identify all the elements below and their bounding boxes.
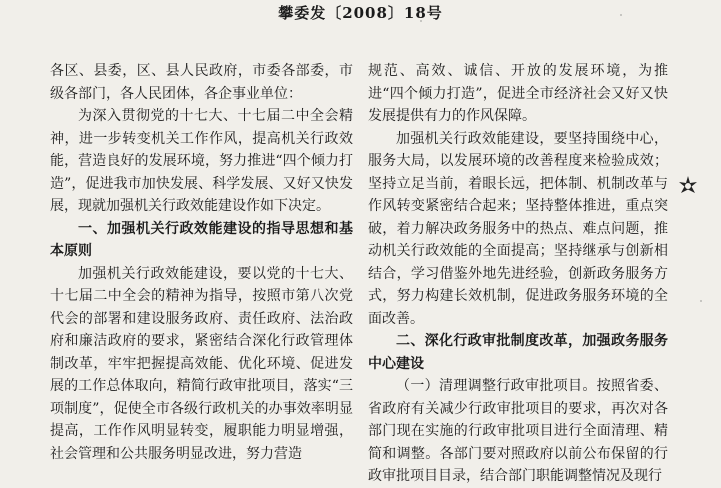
principles-paragraph: 加强机关行政效能建设，要坚持围绕中心，服务大局，以发展环境的改善程度来检验成效；坚持立足当前，着眼长远，把体制、机制改革与作风转变紧密结合起来；坚持整体推进，重点突破，着力解决政务服务中的热点、难点问题，推动机关行政效能的全面提高；坚持继承与创新相结合，学习借鉴外地先进经验，创新政务服务方式，努力构建长效机制，促进政务服务环境的全面改善。 <box>368 130 668 327</box>
scan-speck <box>420 20 422 22</box>
intro-paragraph: 为深入贯彻党的十七大、十七届二中全会精神，进一步转变机关工作作风，提高机关行政效能，营造良好的发展环境，努力推进“四个倾力打造”，促进我市加快发展、科学发展、又好又快发展，现就加强机关行政效能建设作如下决定。 <box>50 108 353 214</box>
left-column <box>50 60 353 465</box>
scan-speck <box>620 14 622 16</box>
scan-speck <box>700 300 702 302</box>
ornament-star-icon <box>676 174 700 198</box>
continuation-paragraph: 规范、高效、诚信、开放的发展环境，为推进“四个倾力打造”，促进全市经济社会又好又快发展提供有力的作风保障。 <box>368 63 668 124</box>
document-number: 攀委发〔2008〕18号 <box>278 4 443 22</box>
addressee-paragraph: 各区、县委，区、县人民政府，市委各部委，市级各部门，各人民团体，各企事业单位： <box>50 63 353 102</box>
section-1-body: 加强机关行政效能建设，要以党的十七大、十七届二中全会的精神为指导，按照市第八次党代会的部署和建设服务政府、责任政府、法治政府和廉洁政府的要求，紧密结合深化行政管理体制改革，牢牢把握提高效能、优化环境、促进发展的工作总体取向，精简行政审批项目，落实“三项制度”，促使全市各级行政机关的办事效率明显提高，工作作风明显转变，履职能力明显增强，社会管理和公共服务明显改进，努力营造 <box>50 265 353 462</box>
section-2-body: （一）清理调整行政审批项目。按照省委、省政府有关减少行政审批项目的要求，再次对各部门现在实施的行政审批项目进行全面清理、精简和调整。各部门要对照政府以前公布保留的行政审批项目目录，结合部门职能调整情况及现行 <box>368 378 668 484</box>
section-2-heading: 二、深化行政审批制度改革，加强政务服务中心建设 <box>368 333 668 372</box>
section-1-heading: 一、加强机关行政效能建设的指导思想和基本原则 <box>50 220 353 259</box>
right-column <box>368 60 668 488</box>
